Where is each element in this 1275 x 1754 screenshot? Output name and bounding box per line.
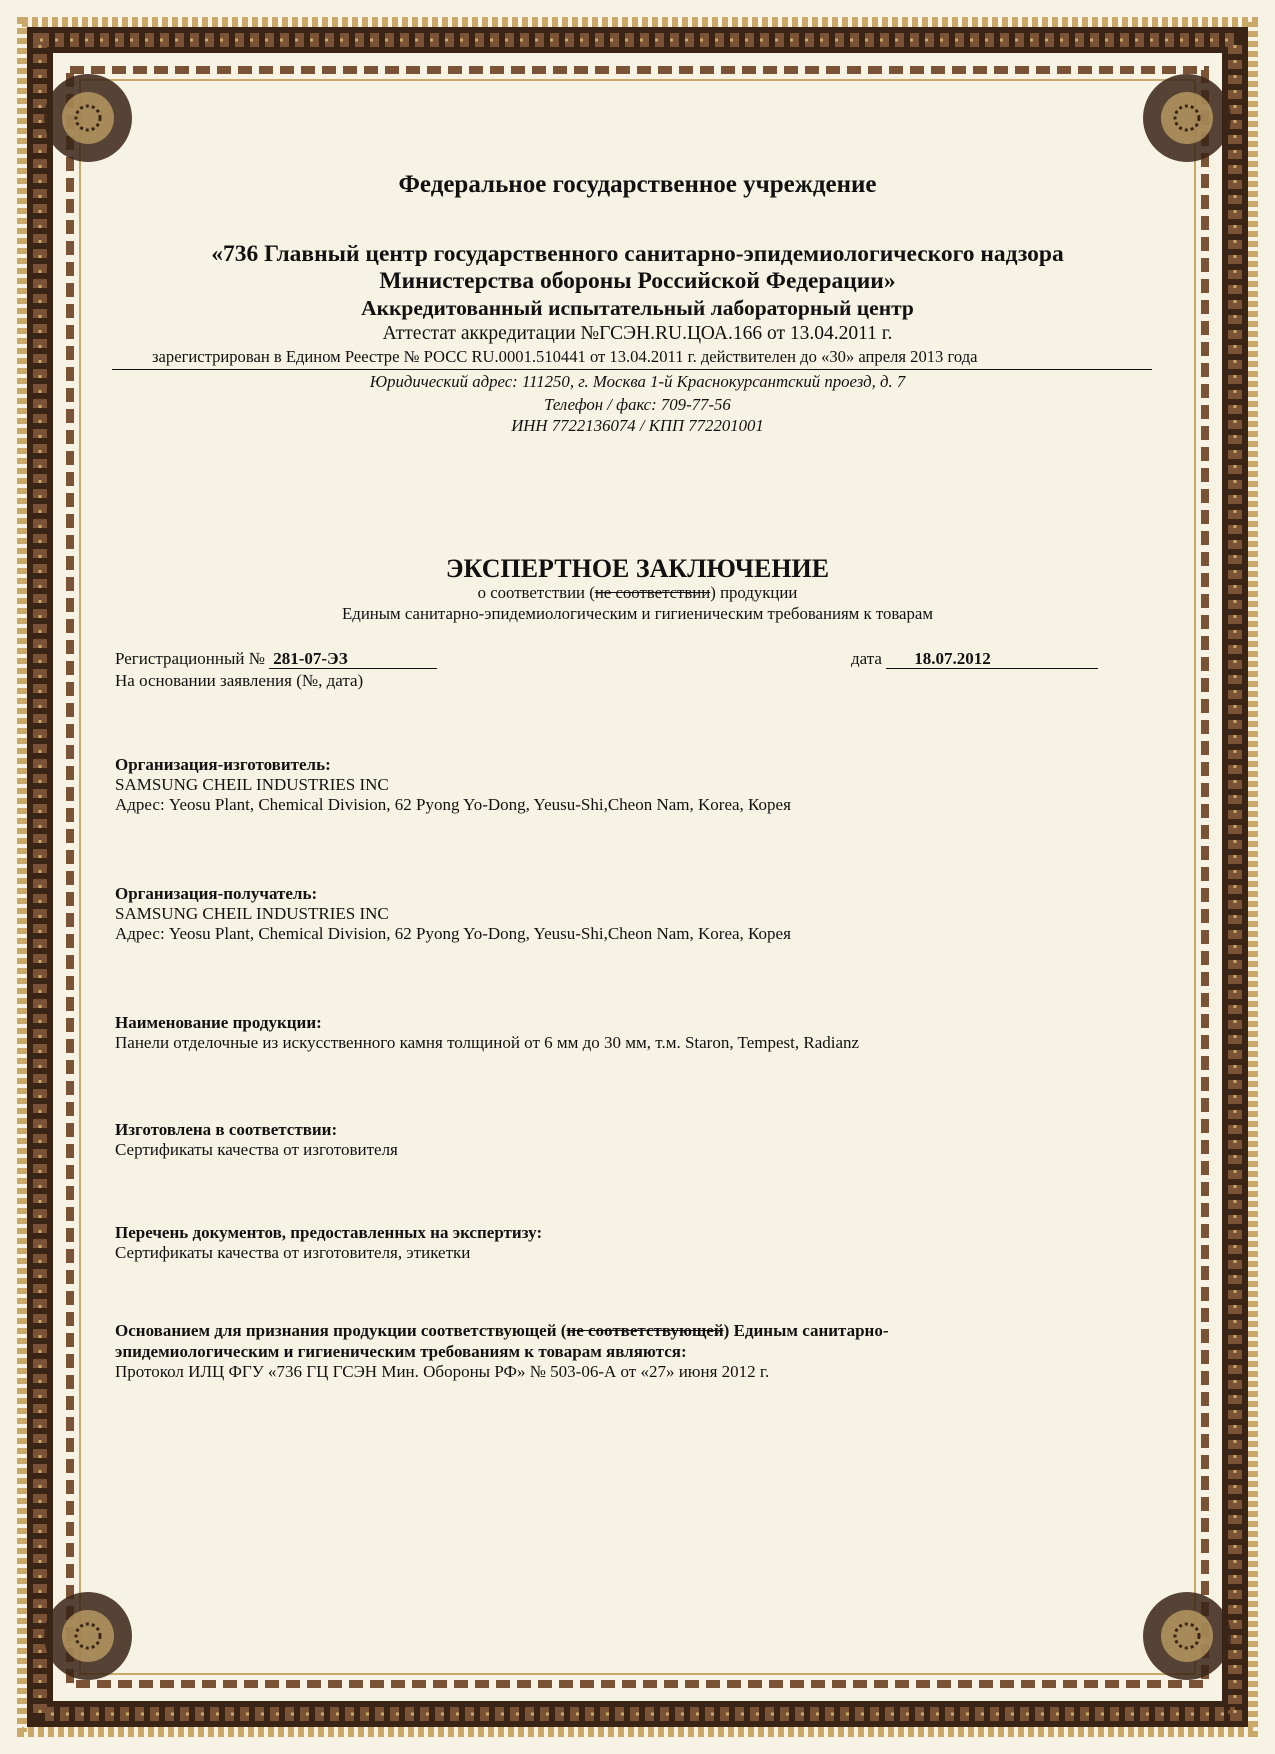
manufacturer-label: Организация-изготовитель: <box>115 755 331 774</box>
recipient-label: Организация-получатель: <box>115 884 318 903</box>
recipient-name: SAMSUNG CHEIL INDUSTRIES INC <box>115 904 389 923</box>
phone-fax: Телефон / факс: 709-77-56 <box>544 395 731 414</box>
registration-number: 281-07-ЭЗ <box>269 650 437 669</box>
grounds-suffix: ) Единым санитарно- <box>723 1321 889 1340</box>
document-subtitle-line-2: Единым санитарно-эпидемиологическим и гигиеническим требованиям к товарам <box>342 604 933 623</box>
legal-address: Юридический адрес: 111250, г. Москва 1-й Краснокурсантский проезд, д. 7 <box>369 372 906 391</box>
documents-value: Сертификаты качества от изготовителя, этикетки <box>115 1243 471 1262</box>
basis-statement: На основании заявления (№, дата) <box>115 671 364 690</box>
date-label: дата <box>851 649 882 668</box>
inn-kpp: ИНН 7722136074 / КПП 772201001 <box>511 416 764 435</box>
registry-line: зарегистрирован в Едином Реестре № РОСС RU.0001.510441 от 13.04.2011 г. действителен до «30» апреля 2013 года <box>152 347 978 366</box>
header-divider <box>112 369 1152 370</box>
documents-label: Перечень документов, предоставленных на экспертизу: <box>115 1223 543 1242</box>
manufacturer-name: SAMSUNG CHEIL INDUSTRIES INC <box>115 775 389 794</box>
product-value: Панели отделочные из искусственного камня толщиной от 6 мм до 30 мм, т.м. Staron, Tempest, Radianz <box>115 1033 860 1052</box>
grounds-statement-line-2: эпидемиологическим и гигиеническим требованиям к товарам являются: <box>115 1342 687 1361</box>
institution-type: Федеральное государственное учреждение <box>398 171 877 198</box>
registration-row <box>115 650 437 669</box>
lab-name: Аккредитованный испытательный лабораторный центр <box>361 296 914 320</box>
registration-label: Регистрационный № <box>115 649 265 668</box>
grounds-statement <box>115 1322 889 1339</box>
subtitle-struck-text: не соответствии <box>594 583 711 602</box>
center-name-line-2: Министерства обороны Российской Федерации» <box>379 268 896 294</box>
document-subtitle <box>0 585 1275 602</box>
subtitle-suffix: ) продукции <box>710 583 798 602</box>
document-title: ЭКСПЕРТНОЕ ЗАКЛЮЧЕНИЕ <box>445 554 830 583</box>
date-row <box>851 650 1098 669</box>
date-value: 18.07.2012 <box>886 650 1098 669</box>
conformity-basis-value: Сертификаты качества от изготовителя <box>115 1140 398 1159</box>
subtitle-prefix: о соответствии ( <box>477 583 595 602</box>
recipient-address: Адрес: Yeosu Plant, Chemical Division, 62 Pyong Yo-Dong, Yeusu-Shi,Cheon Nam, Korea, Корея <box>115 924 791 943</box>
grounds-protocol: Протокол ИЛЦ ФГУ «736 ГЦ ГСЭН Мин. Обороны РФ» № 503-06-А от «27» июня 2012 г. <box>115 1362 770 1381</box>
manufacturer-address: Адрес: Yeosu Plant, Chemical Division, 62 Pyong Yo-Dong, Yeusu-Shi,Cheon Nam, Korea, Корея <box>115 795 791 814</box>
accreditation-certificate: Аттестат аккредитации №ГСЭН.RU.ЦОА.166 от 13.04.2011 г. <box>382 323 893 344</box>
conformity-basis-label: Изготовлена в соответствии: <box>115 1120 338 1139</box>
center-name-line-1: «736 Главный центр государственного санитарно-эпидемиологического надзора <box>211 241 1064 267</box>
grounds-prefix: Основанием для признания продукции соответствующей ( <box>115 1321 567 1340</box>
grounds-struck-text: не соответствующей <box>566 1321 724 1340</box>
product-label: Наименование продукции: <box>115 1013 322 1032</box>
